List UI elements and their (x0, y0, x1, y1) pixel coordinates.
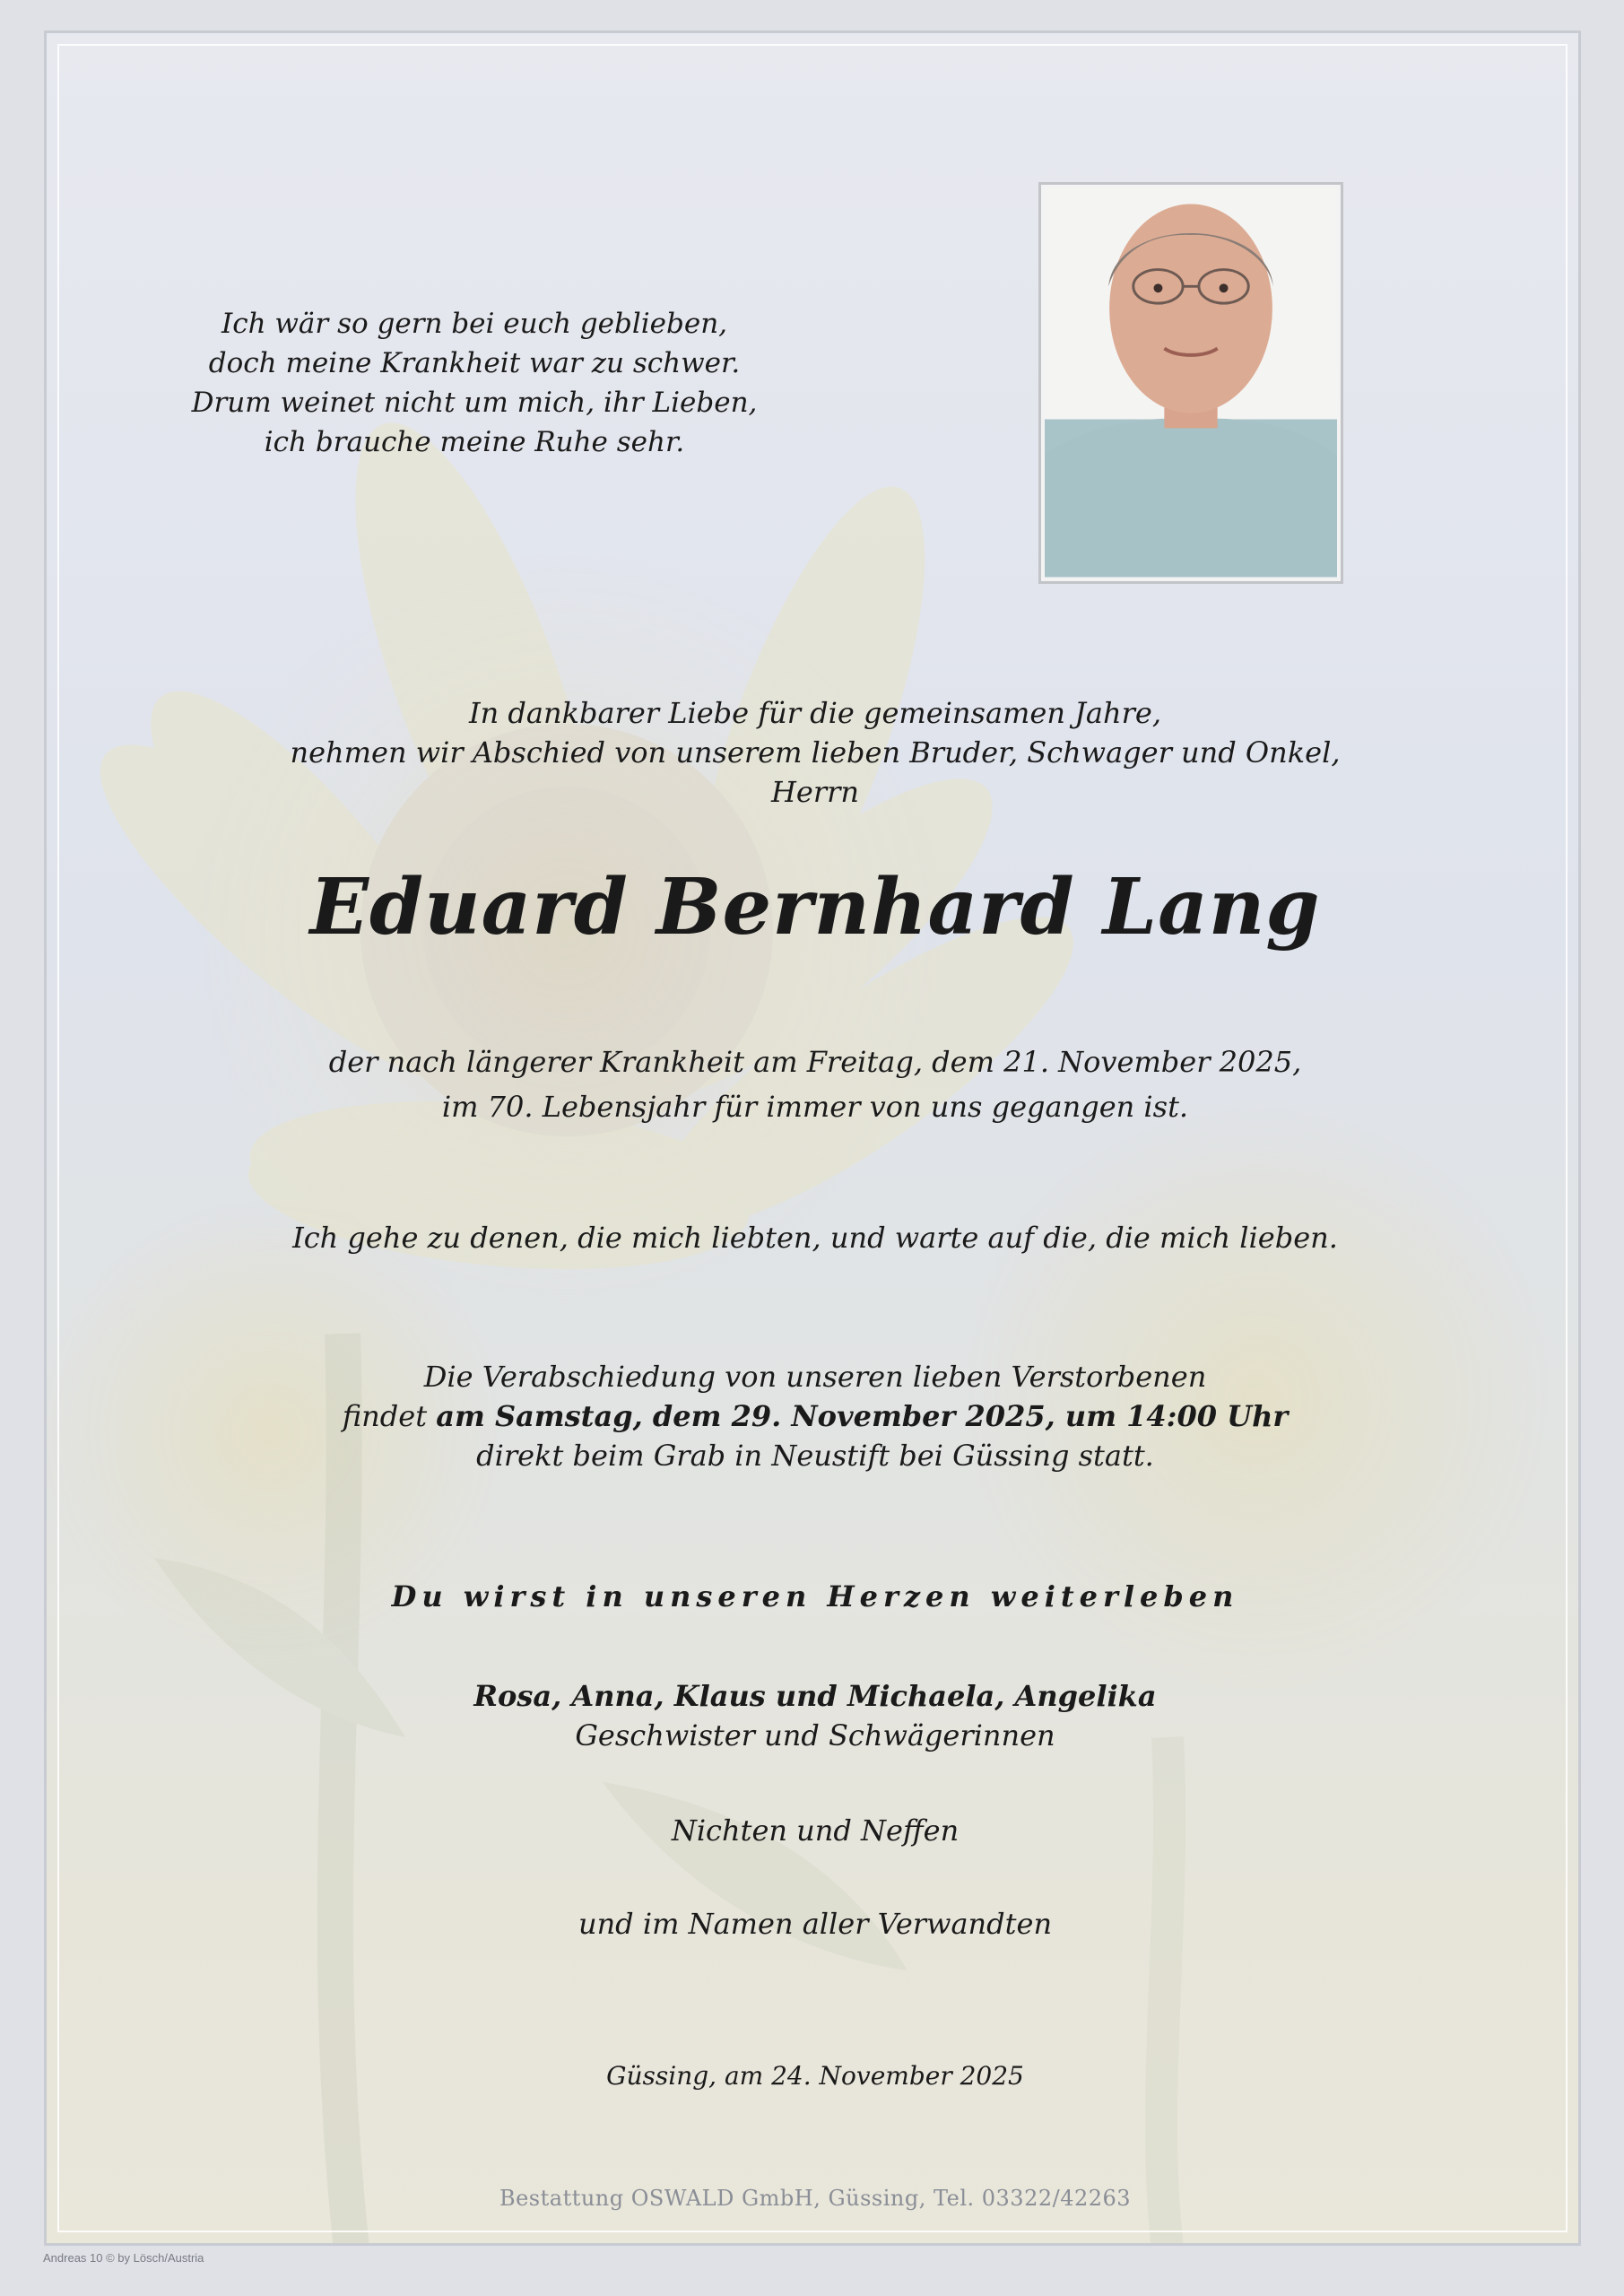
mourner-names: Rosa, Anna, Klaus und Michaela, Angelika (473, 1679, 1157, 1713)
farewell-prefix: findet (342, 1399, 437, 1433)
farewell-line (47, 1396, 1581, 1436)
poem-line: Ich wär so gern bei euch geblieben, (221, 308, 728, 340)
place-date: Güssing, am 24. November 2025 (606, 2061, 1024, 2091)
poem (44, 304, 1243, 462)
undertaker-footer: Bestattung OSWALD GmbH, Güssing, Tel. 03322/42263 (499, 2186, 1132, 2211)
intro-line: In dankbarer Liebe für die gemeinsamen Jahre, (468, 696, 1162, 730)
intro-line: nehmen wir Abschied von unserem lieben Bruder, Schwager und Onkel, (290, 735, 1341, 770)
mourners-nieces-nephews: Nichten und Neffen (671, 1813, 960, 1848)
portrait-photo (1045, 188, 1337, 578)
obituary-sheet (44, 30, 1581, 2246)
intro-line: Herrn (770, 775, 860, 809)
death-line: der nach längerer Krankheit am Freitag, dem 21. November 2025, (328, 1045, 1302, 1079)
quote: Ich gehe zu denen, die mich liebten, und warte auf die, die mich lieben. (292, 1221, 1338, 1255)
motto: Du wirst in unseren Herzen weiterleben (391, 1579, 1239, 1613)
mourners-siblings (47, 1676, 1581, 1755)
farewell-line: Die Verabschiedung von unseren lieben Verstorbenen (423, 1360, 1207, 1394)
stems (154, 1334, 1169, 2246)
poem-line: doch meine Krankheit war zu schwer. (208, 347, 741, 379)
poem-line: Drum weinet nicht um mich, ihr Lieben, (191, 387, 758, 419)
death-notice (47, 1039, 1581, 1129)
farewell-date-time: am Samstag, dem 29. November 2025, um 14:00 Uhr (436, 1399, 1289, 1433)
farewell-info (47, 1357, 1581, 1475)
portrait-frame (1038, 182, 1343, 584)
intro-text (47, 693, 1581, 812)
farewell-line: direkt beim Grab in Neustift bei Güssing statt. (476, 1439, 1154, 1473)
deceased-name: Eduard Bernhard Lang (309, 862, 1321, 952)
sunflower-background (47, 33, 1581, 2246)
template-credit: Andreas 10 © by Lösch/Austria (43, 2251, 204, 2265)
death-line: im 70. Lebensjahr für immer von uns gegangen ist. (441, 1090, 1189, 1124)
sunflower-large (60, 396, 1111, 1287)
mourner-relation: Geschwister und Schwägerinnen (575, 1718, 1055, 1752)
mourners-relatives: und im Namen aller Verwandten (578, 1907, 1053, 1941)
poem-line: ich brauche meine Ruhe sehr. (264, 426, 685, 458)
